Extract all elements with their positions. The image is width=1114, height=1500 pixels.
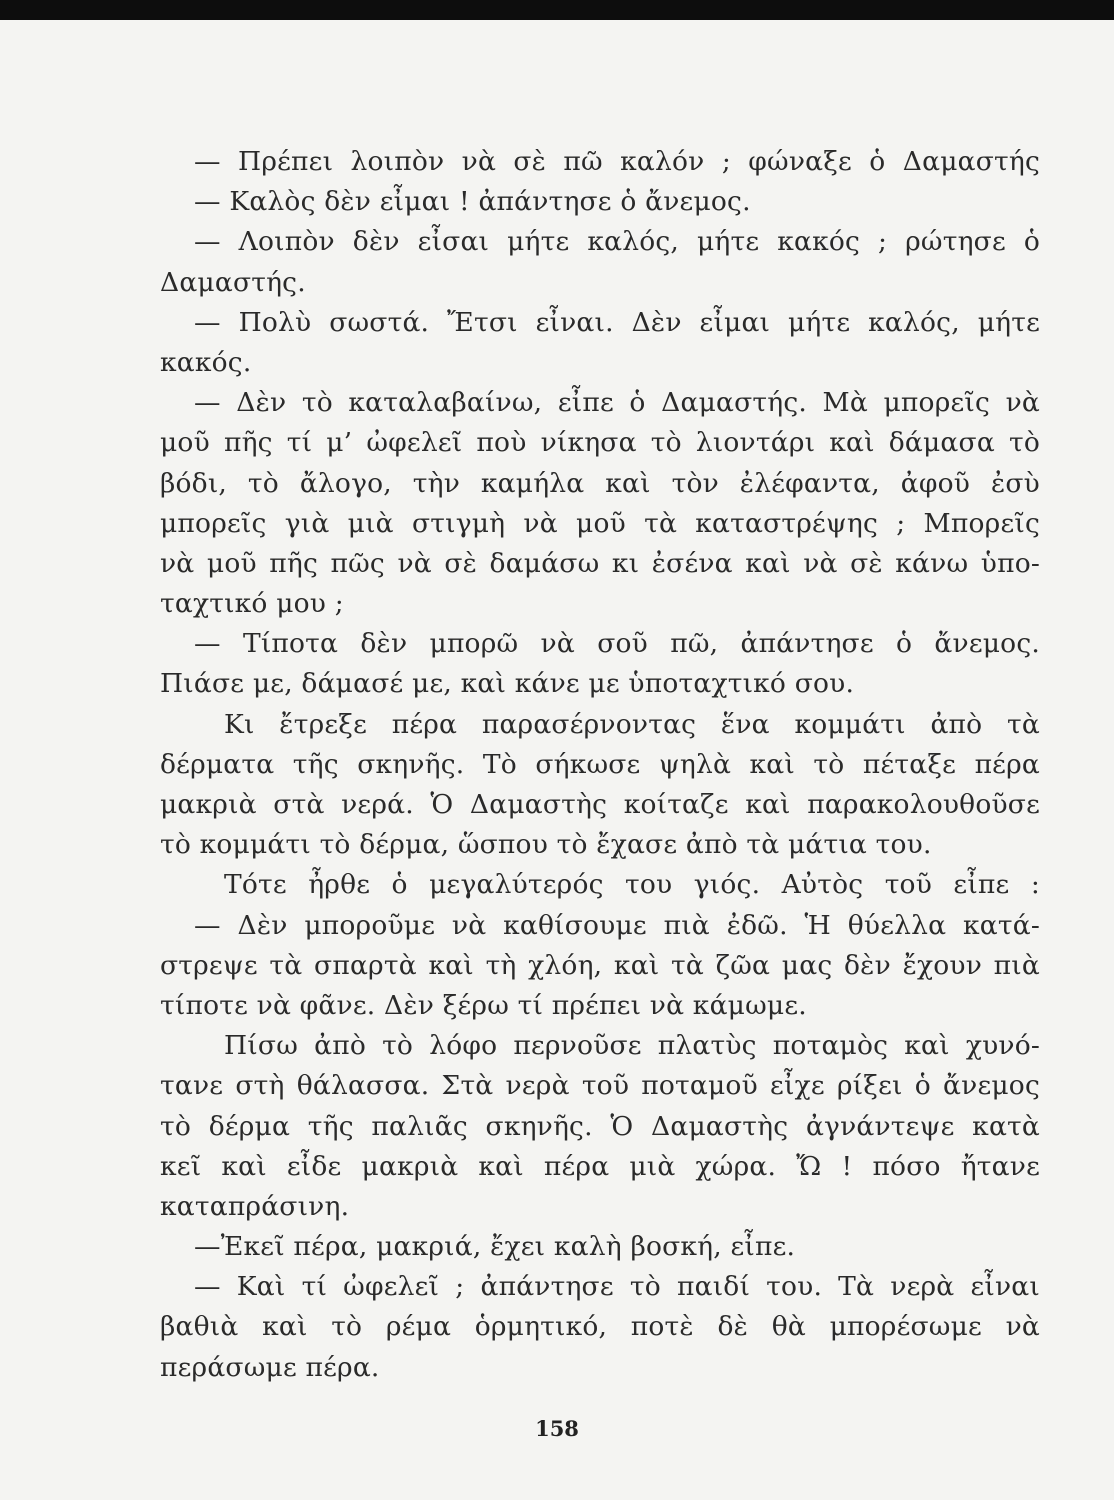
text-line: κακός. [160,346,252,378]
text-line: περάσωμε πέρα. [160,1351,380,1383]
text-line: μακριὰ στὰ νερά. Ὁ Δαμαστὴς κοίταζε καὶ παρακολουθοῦσε [160,789,1040,820]
text-line: —Ἐκεῖ πέρα, μακριά, ἔχει καλὴ βοσκή, εἶπε. [194,1231,796,1263]
text-line: μοῦ πῆς τί μ’ ὠφελεῖ ποὺ νίκησα τὸ λιοντάρι καὶ δάμασα τὸ [160,427,1040,459]
text-line: — Καὶ τί ὠφελεῖ ; ἀπάντησε τὸ παιδί του. Τὰ νερὰ εἶναι [194,1271,1040,1303]
text-line: στρεψε τὰ σπαρτὰ καὶ τὴ χλόη, καὶ τὰ ζῶα μας δὲν ἔχουν πιὰ [160,949,1040,981]
text-line: μπορεῖς γιὰ μιὰ στιγμὴ νὰ μοῦ τὰ καταστρέψης ; Μπορεῖς [160,507,1040,539]
text-line: — Καλὸς δὲν εἶμαι ! ἀπάντησε ὁ ἄνεμος. [194,186,751,218]
text-line: τὸ κομμάτι τὸ δέρμα, ὥσπου τὸ ἔχασε ἀπὸ τὰ μάτια του. [160,829,932,861]
scan-top-edge [0,0,1114,20]
text-line: Τότε ἦρθε ὁ μεγαλύτερός του γιός. Αὐτὸς τοῦ εἶπε : [224,869,1040,901]
text-line: τίποτε νὰ φᾶνε. Δὲν ξέρω τί πρέπει νὰ κάμωμε. [160,989,807,1021]
text-line: νὰ μοῦ πῆς πῶς νὰ σὲ δαμάσω κι ἐσένα καὶ νὰ σὲ κάνω ὑπο- [160,547,1040,579]
text-line: βαθιὰ καὶ τὸ ρέμα ὁρμητικό, ποτὲ δὲ θὰ μπορέσωμε νὰ [160,1311,1040,1343]
page-number: 158 [535,1416,579,1441]
text-line: — Δὲν μποροῦμε νὰ καθίσουμε πιὰ ἐδῶ. Ἡ θύελλα κατά- [194,909,1040,941]
text-line: Δαμαστής. [160,266,306,298]
text-line: Πιάσε με, δάμασέ με, καὶ κάνε με ὑποταχτικό σου. [160,668,855,700]
text-line: καταπράσινη. [160,1190,350,1222]
text-line: ταχτικό μου ; [160,588,344,620]
text-line: — Δὲν τὸ καταλαβαίνω, εἶπε ὁ Δαμαστής. Μὰ μπορεῖς νὰ [194,387,1040,419]
text-line: κεῖ καὶ εἶδε μακριὰ καὶ πέρα μιὰ χώρα. Ὤ ! πόσο ἤτανε [160,1150,1040,1182]
text-line: — Λοιπὸν δὲν εἶσαι μήτε καλός, μήτε κακός ; ρώτησε ὁ [194,226,1040,258]
text-line: Κι ἔτρεξε πέρα παρασέρνοντας ἕνα κομμάτι ἀπὸ τὰ [224,708,1040,740]
text-line: τανε στὴ θάλασσα. Στὰ νερὰ τοῦ ποταμοῦ εἶχε ρίξει ὁ ἄνεμος [160,1070,1040,1102]
page-body-text [160,142,1040,1388]
text-line: βόδι, τὸ ἄλογο, τὴν καμήλα καὶ τὸν ἐλέφαντα, ἀφοῦ ἐσὺ [160,467,1040,499]
text-line: — Πολὺ σωστά. Ἔτσι εἶναι. Δὲν εἶμαι μήτε καλός, μήτε [194,306,1040,338]
text-line: — Τίποτα δὲν μπορῶ νὰ σοῦ πῶ, ἀπάντησε ὁ ἄνεμος. [194,628,1040,660]
text-line: δέρματα τῆς σκηνῆς. Τὸ σήκωσε ψηλὰ καὶ τὸ πέταξε πέρα [160,748,1040,780]
text-line: Πίσω ἀπὸ τὸ λόφο περνοῦσε πλατὺς ποταμὸς καὶ χυνό- [224,1030,1040,1062]
text-line: τὸ δέρμα τῆς παλιᾶς σκηνῆς. Ὁ Δαμαστὴς ἀγνάντεψε κατὰ [160,1110,1040,1142]
text-line: — Πρέπει λοιπὸν νὰ σὲ πῶ καλόν ; φώναξε ὁ Δαμαστής [194,146,1040,177]
